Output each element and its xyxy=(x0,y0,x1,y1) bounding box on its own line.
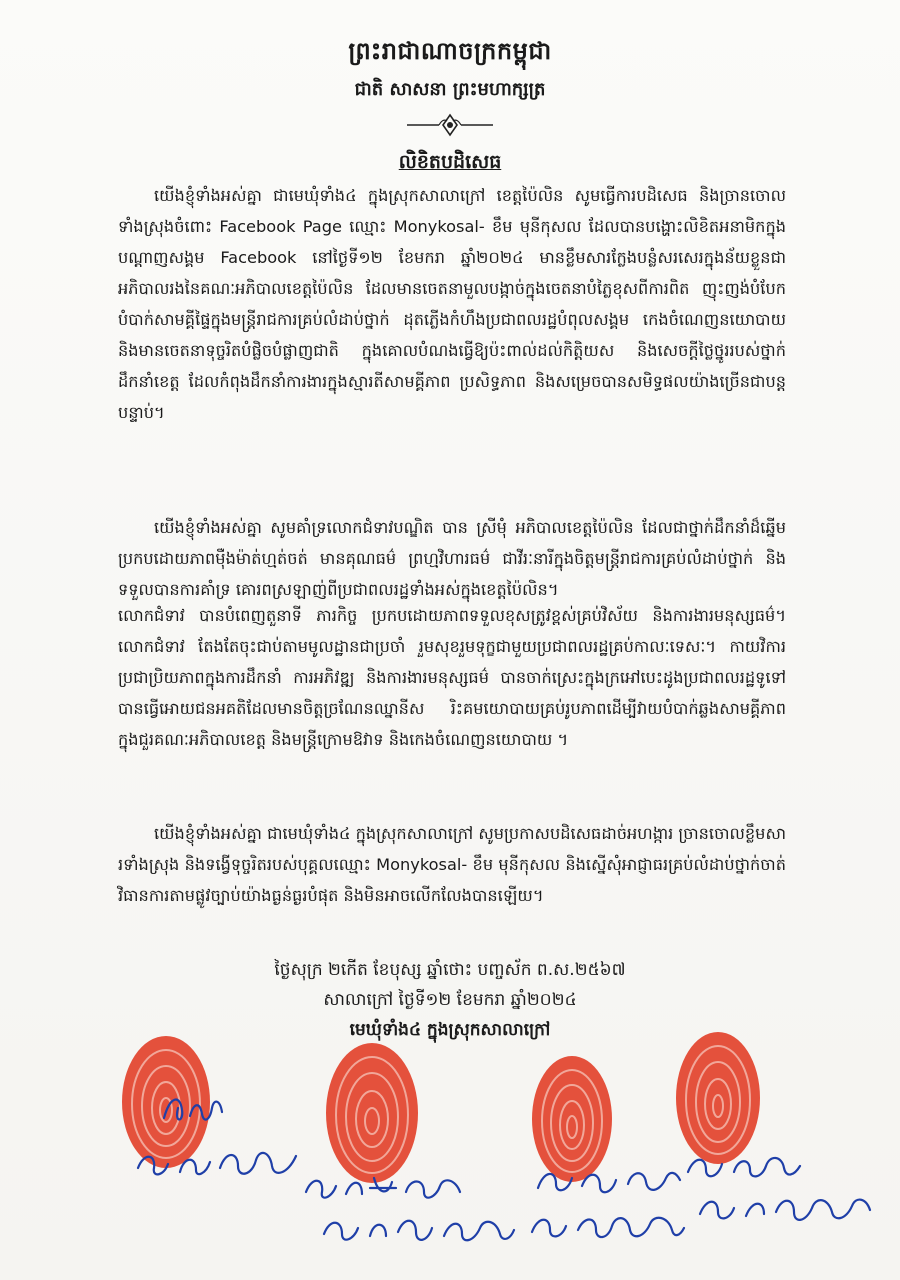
signature-1-name-icon xyxy=(160,1090,230,1130)
signature-1-title-icon xyxy=(134,1138,304,1188)
paragraph-4 xyxy=(118,818,786,911)
signature-area xyxy=(0,1020,900,1280)
signature-4-name-icon xyxy=(684,1146,804,1186)
signature-2-title-icon xyxy=(320,1208,520,1252)
signature-3-title-icon xyxy=(528,1204,688,1248)
letter-header xyxy=(0,36,900,138)
national-motto: ជាតិ សាសនា ព្រះមហាក្សត្រ xyxy=(354,79,546,100)
signature-3-name-icon xyxy=(534,1160,684,1200)
paragraph-2 xyxy=(118,512,786,605)
lunar-date: ថ្ងៃសុក្រ ២កើត ខែបុស្ស ឆ្នាំថោះ បញ្ចស័ក ព.ស.២៥៦៧ xyxy=(274,960,626,980)
paragraph-4-text: យើងខ្ញុំទាំងអស់គ្នា ជាមេឃុំទាំង៤ ក្នុងស្រុកសាលាក្រៅ សូមប្រកាសបដិសេធដាច់អហង្ការ ច្រានចោលខ្លឹមសារទាំងស្រុង និងទង្វើទុច្ចរិតរបស់បុគ្គលឈ្មោះ Monykosal- ខឹម មុនីកុសល និងស្នើសុំអាជ្ញាធរគ្រប់លំដាប់ថ្នាក់ចាត់វិធានការតាមផ្លូវច្បាប់យ៉ាងធ្ងន់ធ្ងរបំផុត និងមិនអាចលើកលែងបានឡើយ។ xyxy=(118,824,786,905)
signatory-line: មេឃុំទាំង៤ ក្នុងស្រុកសាលាក្រៅ xyxy=(349,1020,551,1040)
document-title: លិខិតបដិសេធ xyxy=(398,151,502,173)
paragraph-3-text: លោកជំទាវ បានបំពេញតួនាទី ភារកិច្ច ប្រកបដោយភាពទទួលខុសត្រូវខ្ពស់គ្រប់វិស័យ និងការងារមនុស្សធម៌។ លោកជំទាវ តែងតែចុះជាប់តាមមូលដ្ឋានជាប្រចាំ រួមសុខរួមទុក្ខជាមួយប្រជាពលរដ្ឋគ្រប់កាលៈទេសៈ។ កាយវិការ ប្រជាប្រិយភាពក្នុងការដឹកនាំ ការអភិវឌ្ឍ និងការងារមនុស្សធម៌ បានចាក់ស្រេះក្នុងក្រអៅបេះដូងប្រជាពលរដ្ឋទូទៅ បានធ្វើអោយជនអគតិដែលមានចិត្តច្រណែនឈ្នានីស រិះគមយោបាយគ្រប់រូបភាពដើម្បីវាយបំបាក់ឆ្លងសាមគ្គីភាពក្នុងជួរគណៈអភិបាលខេត្ត និងមន្ត្រីក្រោមឱវាទ និងកេងចំណេញនយោបាយ ។ xyxy=(118,606,786,749)
paragraph-1 xyxy=(118,180,786,428)
signature-2-name-icon xyxy=(300,1168,470,1208)
paragraph-3 xyxy=(118,600,786,755)
paragraph-2-text: យើងខ្ញុំទាំងអស់គ្នា សូមគាំទ្រលោកជំទាវបណ្ឌិត បាន ស្រីមុំ អភិបាលខេត្តប៉ៃលិន ដែលជាថ្នាក់ដឹកនាំដ៏ឆ្នើម ប្រកបដោយភាពម៉ឺងម៉ាត់ហ្មត់ចត់ មានគុណធម៌ ព្រហ្មវិហារធម៌ ជាវីរៈនារីក្នុងចិត្តមន្ត្រីរាជការគ្រប់លំដាប់ថ្នាក់ និងទទួលបានការគាំទ្រ គោរពស្រឡាញ់ពីប្រជាពលរដ្ឋទាំងអស់ក្នុងខេត្តប៉ៃលិន។ xyxy=(118,518,786,599)
paragraph-1-text: យើងខ្ញុំទាំងអស់គ្នា ជាមេឃុំទាំង៤ ក្នុងស្រុកសាលាក្រៅ ខេត្តប៉ៃលិន សូមធ្វើការបដិសេធ និងច្រានចោលទាំងស្រុងចំពោះ Facebook Page ឈ្មោះ Monykosal- ខឹម មុនីកុសល ដែលបានបង្ហោះលិខិតអនាមិកក្នុងបណ្តាញសង្គម Facebook នៅថ្ងៃទី១២ ខែមករា ឆ្នាំ២០២៤ មានខ្លឹមសារក្លែងបន្លំសរសេរក្នុងន័យខ្លួនជាអភិបាលរងនៃគណៈអភិបាលខេត្តប៉ៃលិន ដែលមានចេតនាមួលបង្កាច់ក្នុងចេតនាបំភ្លៃខុសពីការពិត ញុះញង់បំបែកបំបាក់សាមគ្គីផ្ទៃក្នុងមន្ត្រីរាជការគ្រប់លំដាប់ថ្នាក់ ដុតភ្លើងកំហឹងប្រជាពលរដ្ឋបំពុលសង្គម កេងចំណេញនយោបាយ និងមានចេតនាទុច្ចរិតបំផ្លិចបំផ្លាញជាតិ ក្នុងគោលបំណងធ្វើឱ្យប៉ះពាល់ដល់កិត្តិយស និងសេចក្តីថ្លៃថ្នូររបស់ថ្នាក់ដឹកនាំខេត្ត ដែលកំពុងដឹកនាំការងារក្នុងស្មារតីសាមគ្គីភាព ប្រសិទ្ធភាព និងសម្រេចបានសមិទ្ធផលយ៉ាងច្រើនជាបន្តបន្ទាប់។ xyxy=(118,186,786,422)
kingdom-heading: ព្រះរាជាណាចក្រកម្ពុជា xyxy=(348,37,552,65)
place-date: សាលាក្រៅ ថ្ងៃទី១២ ខែមករា ឆ្នាំ២០២៤ xyxy=(323,990,577,1010)
thumbprint-2-icon xyxy=(322,1038,422,1188)
signature-4-title-icon xyxy=(696,1186,876,1232)
tacteng-ornament-icon xyxy=(405,112,495,138)
